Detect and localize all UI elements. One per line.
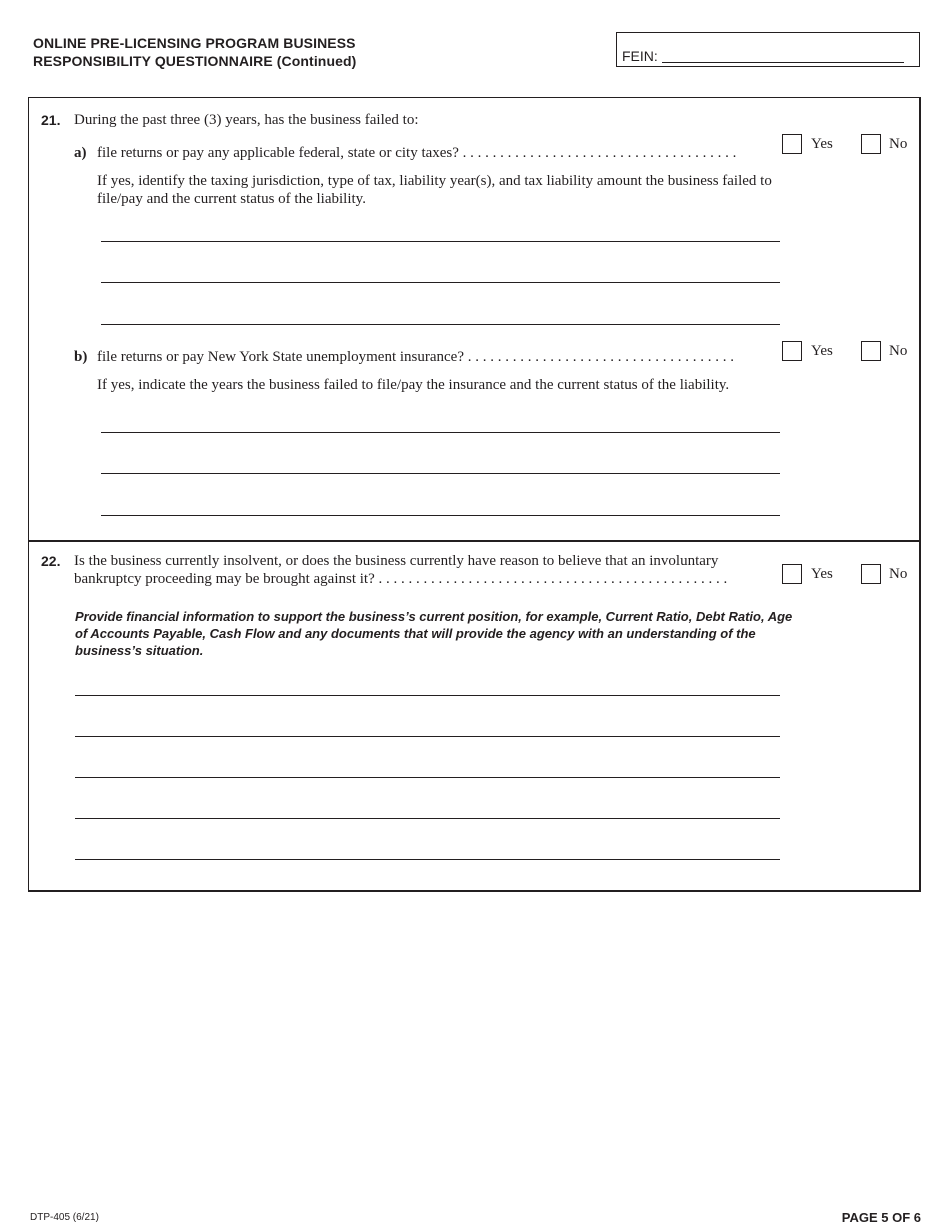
- question-21a-marker: a): [74, 145, 87, 161]
- form-title-line2: RESPONSIBILITY QUESTIONNAIRE (Continued): [33, 53, 357, 69]
- question-22-number: 22.: [41, 553, 61, 569]
- q21b-answer-line-1[interactable]: [101, 432, 780, 433]
- q21b-yes-checkbox[interactable]: [782, 341, 802, 361]
- question-22-instructions: Provide financial information to support the business’s current position, for example, Current Ratio, Debt Ratio, Age of Accounts Payable, Cash Flow and any documents that will provide the agency with an understanding of the business’s situation.: [75, 609, 793, 658]
- q21a-no-label: No: [889, 136, 908, 152]
- q22-no-checkbox[interactable]: [861, 564, 881, 584]
- q21a-answer-line-1[interactable]: [101, 241, 780, 242]
- form-id: DTP-405 (6/21): [30, 1212, 99, 1223]
- q21a-no-checkbox[interactable]: [861, 134, 881, 154]
- q21b-answer-line-3[interactable]: [101, 515, 780, 516]
- q22-answer-line-5[interactable]: [75, 859, 780, 860]
- question-21a-text: file returns or pay any applicable federal, state or city taxes? . . . . . . . . . . . . . . . . . . . . . . . . . . . . . . . . . . . . .: [97, 145, 737, 161]
- form-title-line1: ONLINE PRE-LICENSING PROGRAM BUSINESS: [33, 35, 356, 51]
- question-22-text-line1: Is the business currently insolvent, or does the business currently have reason to believe that an involuntary: [74, 553, 719, 569]
- q21a-yes-checkbox[interactable]: [782, 134, 802, 154]
- q21a-answer-line-2[interactable]: [101, 282, 780, 283]
- q22-answer-line-3[interactable]: [75, 777, 780, 778]
- q22-answer-line-2[interactable]: [75, 736, 780, 737]
- q22-no-label: No: [889, 566, 908, 582]
- q22-yes-checkbox[interactable]: [782, 564, 802, 584]
- q22-answer-line-1[interactable]: [75, 695, 780, 696]
- question-22-text-line2: bankruptcy proceeding may be brought against it? . . . . . . . . . . . . . . . . . . . . . . . . . . . . . . . . . . . . . . . . . . . . . . .: [74, 571, 728, 587]
- q22-answer-line-4[interactable]: [75, 818, 780, 819]
- fein-input[interactable]: [662, 62, 904, 63]
- question-21b-marker: b): [74, 349, 88, 365]
- fein-label: FEIN:: [622, 48, 658, 64]
- form-title: [33, 34, 453, 70]
- question-21-number: 21.: [41, 112, 61, 128]
- section-divider: [29, 540, 920, 542]
- question-21a-followup: If yes, identify the taxing jurisdiction, type of tax, liability year(s), and tax liability amount the business failed to file/pay and the current status of the liability.: [97, 173, 772, 207]
- question-21b-followup: If yes, indicate the years the business failed to file/pay the insurance and the current status of the liability.: [97, 377, 730, 393]
- page-number: PAGE 5 OF 6: [841, 1210, 921, 1225]
- question-21-intro: During the past three (3) years, has the business failed to:: [74, 112, 419, 128]
- q21b-yes-label: Yes: [811, 343, 833, 359]
- form-frame: [28, 97, 921, 892]
- question-21b-text: file returns or pay New York State unemployment insurance? . . . . . . . . . . . . . . . . . . . . . . . . . . . . . . . . . . . .: [97, 349, 734, 365]
- q21b-no-checkbox[interactable]: [861, 341, 881, 361]
- q21b-no-label: No: [889, 343, 908, 359]
- q21a-yes-label: Yes: [811, 136, 833, 152]
- q21b-answer-line-2[interactable]: [101, 473, 780, 474]
- q21a-answer-line-3[interactable]: [101, 324, 780, 325]
- q22-yes-label: Yes: [811, 566, 833, 582]
